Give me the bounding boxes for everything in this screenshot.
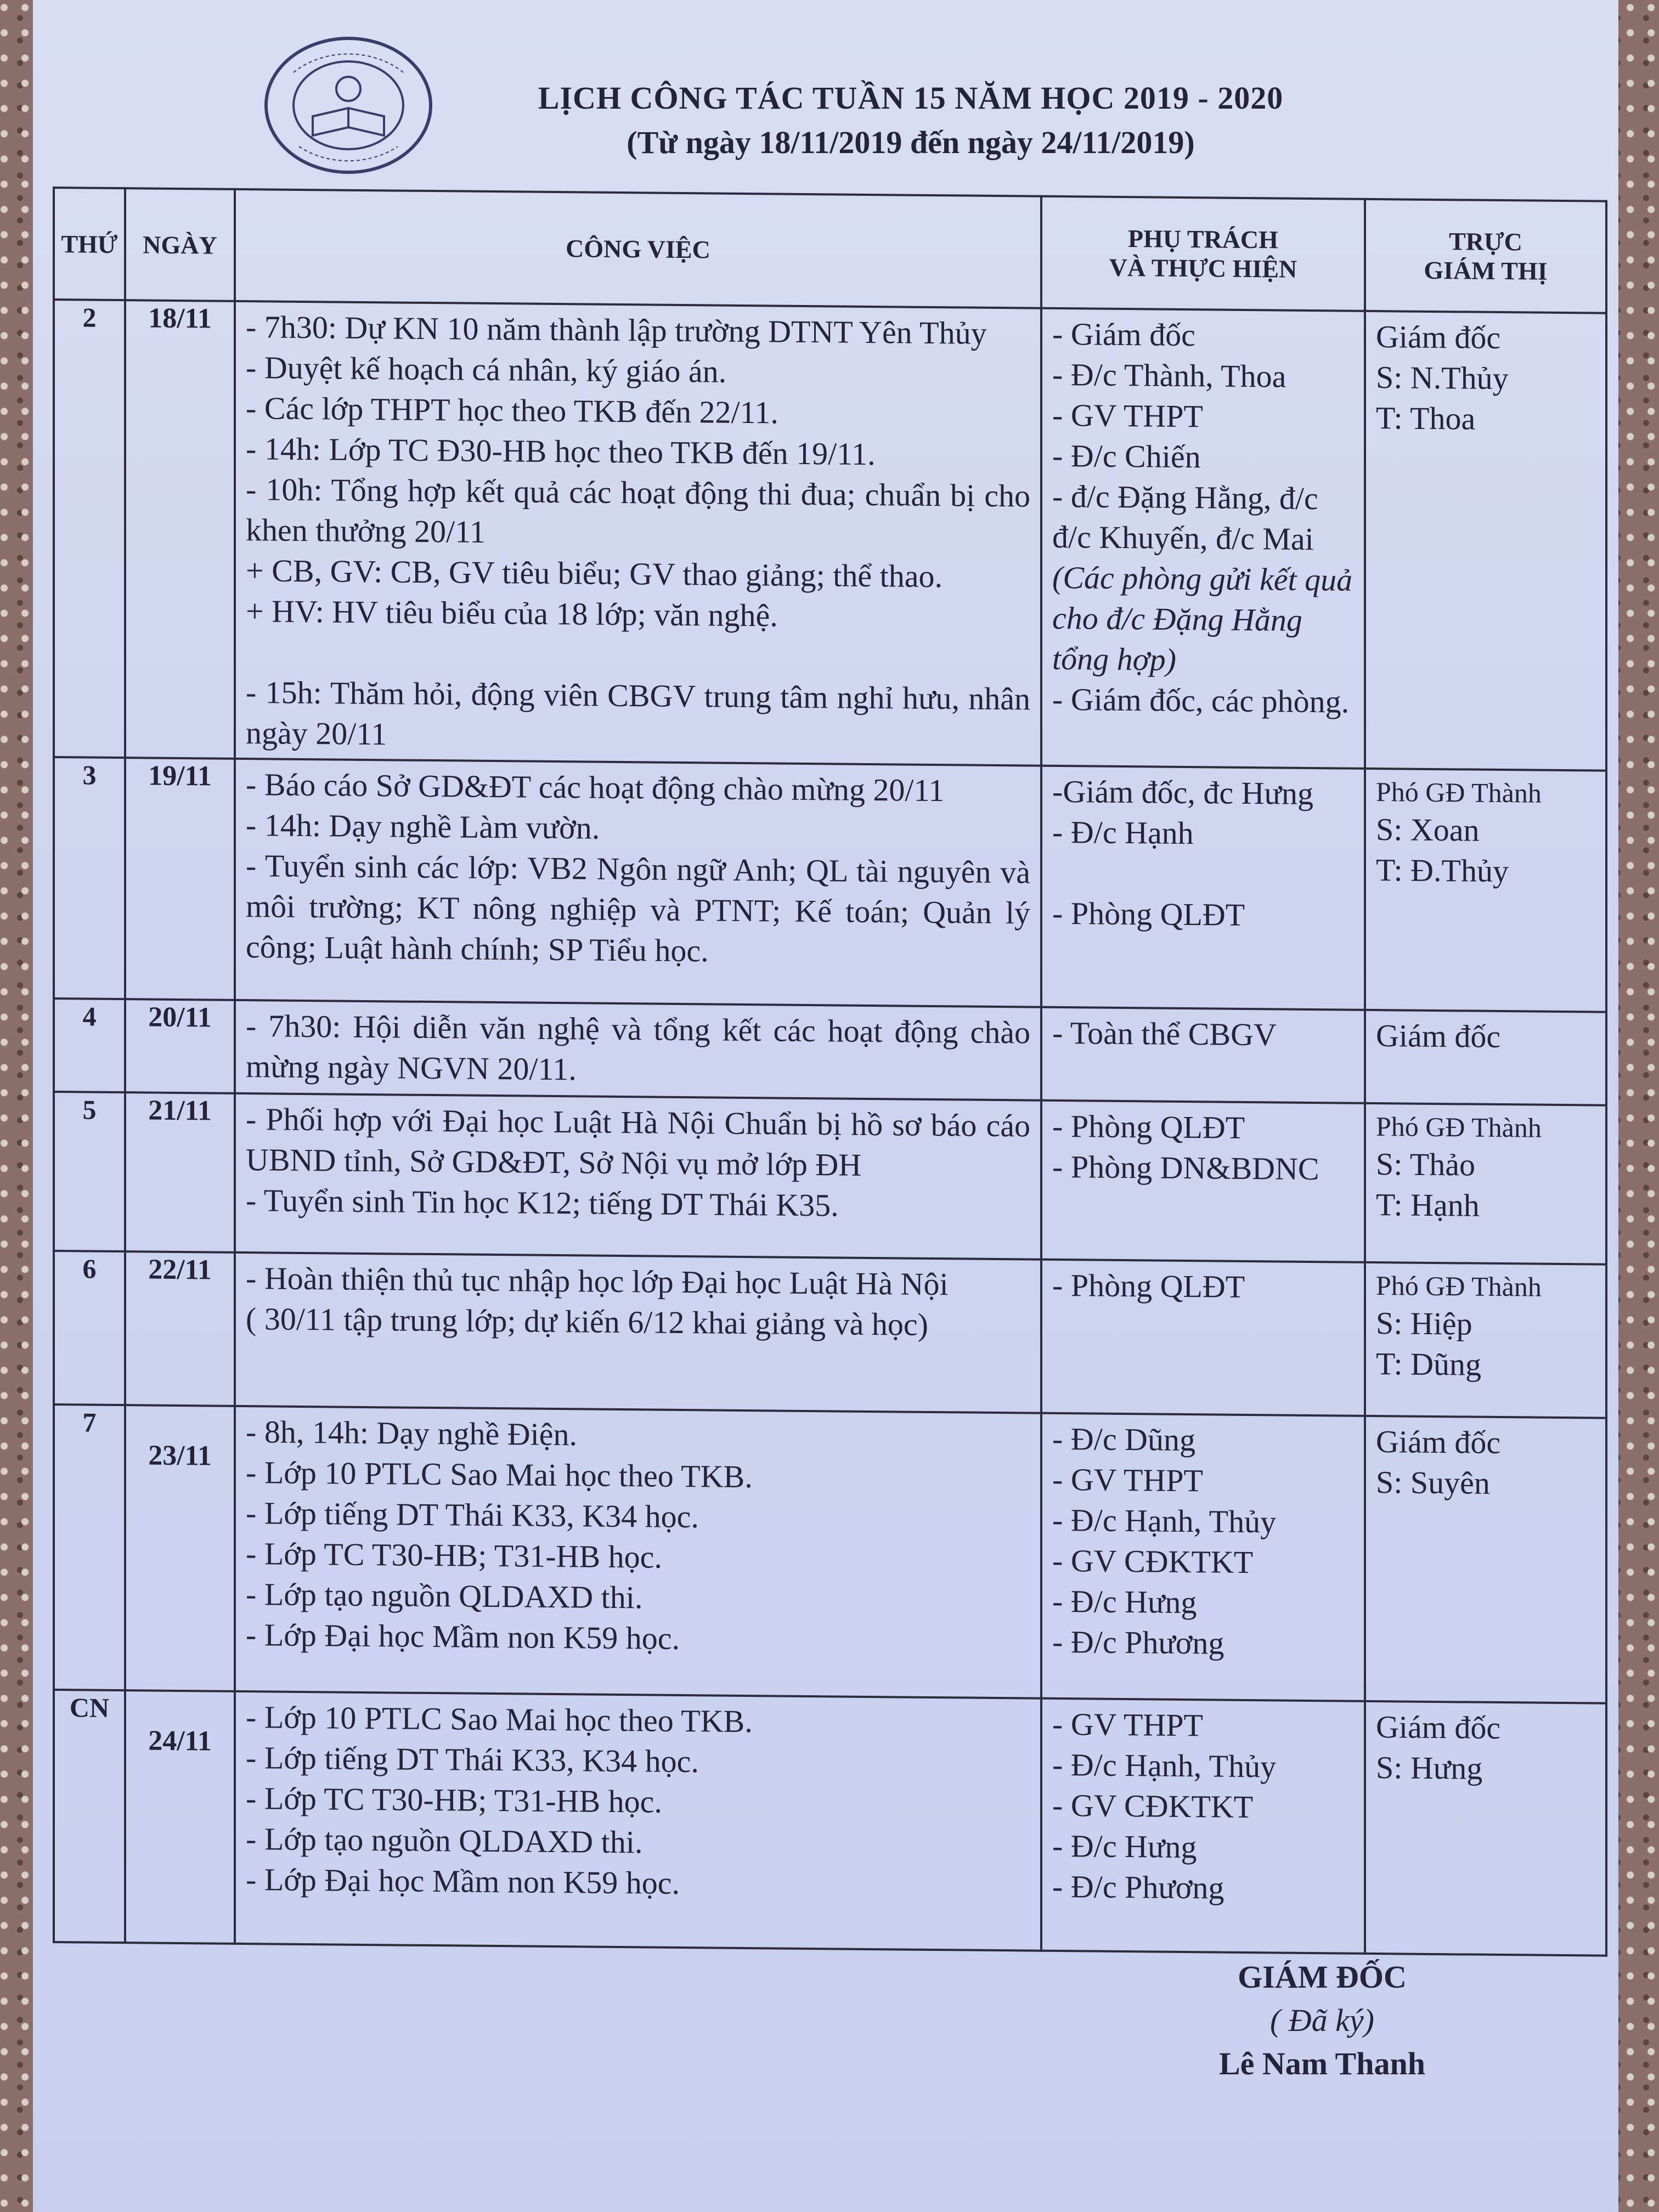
cell-line: - Phòng QLĐT [1052, 895, 1245, 933]
table-row [54, 1690, 1606, 1956]
column-header-truc-line2: GIÁM THỊ [1424, 256, 1548, 285]
table-row [54, 998, 1606, 1105]
duty-cell [1365, 1701, 1606, 1956]
cell-line: Giám đốc [1376, 1709, 1501, 1746]
date: 23/11 [125, 1405, 235, 1691]
date: 19/11 [125, 758, 235, 1000]
duty-cell [1365, 769, 1606, 1012]
day-of-week: 7 [54, 1404, 125, 1690]
tasks-cell [235, 1093, 1041, 1260]
cell-line: Giám đốc [1376, 319, 1501, 356]
cell-line: - Tuyển sinh các lớp: VB2 Ngôn ngữ Anh; QL tài nguyên và môi trường; KT nông nghiệp và PTNT; Kế toán; Quản lý công; Luật hành chính; SP Tiểu học. [246, 848, 1030, 969]
cell-line: Giám đốc [1376, 1424, 1501, 1461]
signer-name: Lê Nam Thanh [1218, 2046, 1426, 2081]
tasks-cell [235, 1000, 1041, 1101]
duty-cell [1365, 1010, 1606, 1105]
responsible-cell [1041, 1007, 1365, 1103]
cell-line: Phó GĐ Thành [1376, 776, 1542, 809]
table-row [54, 1404, 1606, 1703]
cell-line: (Các phòng gửi kết quả cho đ/c Đặng Hằng tổng hợp) [1052, 559, 1353, 678]
cell-line: - 8h, 14h: Dạy nghề Điện. [246, 1414, 578, 1453]
cell-line: + HV: HV tiêu biểu của 18 lớp; văn nghệ. [246, 593, 778, 634]
cell-line: - Phòng QLĐT [1052, 1108, 1245, 1146]
cell-line: - đ/c Đặng Hằng, đ/c đ/c Khuyến, đ/c Mai [1052, 478, 1318, 557]
cell-line: - 14h: Lớp TC Đ30-HB học theo TKB đến 19/11. [246, 431, 876, 472]
title-block [362, 80, 1459, 161]
cell-line: Phó GĐ Thành [1376, 1270, 1542, 1302]
cell-line: - Tuyển sinh Tin học K12; tiếng DT Thái K35. [246, 1182, 839, 1223]
cell-line: - Duyệt kế hoạch cá nhân, ký giáo án. [246, 349, 727, 390]
cell-line [1052, 853, 1354, 896]
table-row [54, 1092, 1606, 1265]
date: 22/11 [125, 1251, 235, 1406]
cell-line: - Giám đốc [1052, 315, 1195, 353]
cell-line: - Đ/c Hưng [1052, 1827, 1197, 1865]
date: 24/11 [125, 1690, 235, 1944]
cell-line: T: Đ.Thủy [1376, 852, 1509, 889]
cell-line: - 7h30: Dự KN 10 năm thành lập trường DTNT Yên Thủy [246, 309, 987, 351]
cell-line: - GV THPT [1052, 397, 1203, 435]
cell-line: - Đ/c Phương [1052, 1868, 1224, 1906]
document-title: LỊCH CÔNG TÁC TUẦN 15 NĂM HỌC 2019 - 2020 [538, 80, 1284, 116]
cell-line: - 10h: Tổng hợp kết quả các hoạt động thi đua; chuẩn bị cho khen thưởng 20/11 [246, 471, 1030, 550]
responsible-cell [1041, 308, 1365, 769]
document-page [33, 0, 1618, 2212]
day-of-week: 5 [54, 1092, 125, 1251]
cell-line: - Đ/c Hạnh, Thủy [1052, 1502, 1277, 1540]
tasks-cell [235, 1252, 1041, 1413]
cell-line: - GV CĐKTKT [1052, 1542, 1254, 1581]
cell-line: - Đ/c Hạnh [1052, 814, 1194, 851]
column-header-truc [1365, 199, 1606, 313]
cell-line: - Giám đốc, các phòng. [1052, 681, 1350, 720]
cell-line: -Giám đốc, đc Hưng [1052, 773, 1313, 812]
tasks-cell [235, 759, 1041, 1007]
cell-line: - Lớp tiếng DT Thái K33, K34 học. [246, 1740, 699, 1780]
cell-line: S: Xoan [1376, 811, 1480, 848]
cell-line: - Đ/c Dũng [1052, 1420, 1195, 1458]
cell-line: - Báo cáo Sở GD&ĐT các hoạt động chào mừng 20/11 [246, 766, 945, 809]
cell-line: T: Dũng [1376, 1346, 1482, 1383]
cell-line: - Đ/c Chiến [1052, 437, 1201, 475]
cell-line: - Đ/c Hạnh, Thủy [1052, 1746, 1277, 1785]
day-of-week: 6 [54, 1251, 125, 1405]
day-of-week: CN [54, 1690, 125, 1943]
day-of-week: 2 [54, 300, 125, 758]
column-header-cong-viec: CÔNG VIỆC [235, 189, 1041, 308]
column-header-phu-trach [1041, 196, 1365, 311]
date: 20/11 [125, 999, 235, 1093]
day-of-week: 4 [54, 998, 125, 1092]
column-header-phu-trach-line1: PHỤ TRÁCH [1128, 224, 1278, 254]
signed-note: ( Đã ký) [1269, 2002, 1374, 2038]
date: 18/11 [125, 300, 235, 759]
signature-block [1158, 1959, 1487, 2082]
column-header-truc-line1: TRỰC [1449, 227, 1522, 256]
table-header-row [54, 188, 1606, 313]
cell-line: - GV THPT [1052, 1461, 1203, 1499]
cell-line: - Đ/c Hưng [1052, 1583, 1197, 1621]
cell-line: - 14h: Dạy nghề Làm vườn. [246, 807, 600, 846]
tasks-cell [235, 1691, 1041, 1951]
column-header-ngay: NGÀY [125, 188, 235, 301]
schedule-table [53, 187, 1607, 1957]
responsible-cell [1041, 1101, 1365, 1262]
cell-line: - Đ/c Phương [1052, 1623, 1224, 1661]
cell-line: S: Suyên [1376, 1464, 1490, 1501]
column-header-thu: THỨ [54, 188, 125, 300]
cell-line: - Phòng QLĐT [1052, 1267, 1245, 1305]
schedule-body [54, 300, 1606, 1956]
table-row [54, 300, 1606, 771]
cell-line: - Lớp 10 PTLC Sao Mai học theo TKB. [246, 1454, 753, 1495]
table-row [54, 757, 1606, 1012]
cell-line: - Lớp tạo nguồn QLDAXD thi. [246, 1576, 643, 1616]
duty-cell [1365, 311, 1606, 771]
cell-line: T: Hạnh [1376, 1187, 1480, 1223]
cell-line: ( 30/11 tập trung lớp; dự kiến 6/12 khai giảng và học) [246, 1301, 928, 1342]
cell-line: - Lớp TC T30-HB; T31-HB học. [246, 1780, 662, 1820]
table-row [54, 1251, 1606, 1418]
cell-line: - 15h: Thăm hỏi, động viên CBGV trung tâm nghỉ hưu, nhân ngày 20/11 [246, 674, 1030, 752]
cell-line: - Lớp 10 PTLC Sao Mai học theo TKB. [246, 1699, 753, 1740]
cell-line: - Các lớp THPT học theo TKB đến 22/11. [246, 390, 778, 431]
cell-line: S: Hiệp [1376, 1305, 1472, 1342]
cell-line: - GV CĐKTKT [1052, 1787, 1254, 1825]
cell-line: T: Thoa [1376, 400, 1476, 437]
column-header-phu-trach-line2: VÀ THỰC HIỆN [1109, 253, 1297, 283]
day-of-week: 3 [54, 757, 125, 999]
duty-cell [1365, 1416, 1606, 1703]
cell-line: - Phòng DN&BDNC [1052, 1148, 1319, 1187]
cell-line: - Đ/c Thành, Thoa [1052, 356, 1286, 394]
responsible-cell [1041, 1260, 1365, 1416]
duty-cell [1365, 1103, 1606, 1265]
cell-line [246, 631, 1030, 679]
tasks-cell [235, 1406, 1041, 1699]
cell-line: - Phối hợp với Đại học Luật Hà Nội Chuẩn bị hồ sơ báo cáo UBND tỉnh, Sở GD&ĐT, Sở Nội vụ mở lớp ĐH [246, 1101, 1030, 1183]
cell-line: - GV THPT [1052, 1706, 1203, 1743]
document-date-range: (Từ ngày 18/11/2019 đến ngày 24/11/2019) [627, 125, 1195, 160]
cell-line: - Lớp tiếng DT Thái K33, K34 học. [246, 1495, 699, 1535]
tasks-cell [235, 301, 1041, 766]
duty-cell [1365, 1262, 1606, 1418]
responsible-cell [1041, 766, 1365, 1010]
signer-title: GIÁM ĐỐC [1238, 1959, 1407, 1995]
cell-line: + CB, GV: CB, GV tiêu biểu; GV thao giảng; thể thao. [246, 552, 943, 595]
cell-line: - Toàn thể CBGV [1052, 1014, 1277, 1053]
cell-line: S: Thảo [1376, 1146, 1475, 1183]
cell-line: - Lớp TC T30-HB; T31-HB học. [246, 1536, 662, 1575]
responsible-cell [1041, 1699, 1365, 1954]
responsible-cell [1041, 1413, 1365, 1701]
cell-line: - Lớp Đại học Mầm non K59 học. [246, 1617, 680, 1656]
cell-line: Giám đốc [1376, 1018, 1501, 1055]
cell-line: - Lớp Đại học Mầm non K59 học. [246, 1861, 680, 1901]
cell-line: Phó GĐ Thành [1376, 1111, 1542, 1143]
date: 21/11 [125, 1092, 235, 1252]
cell-line: - 7h30: Hội diễn văn nghệ và tổng kết các hoạt động chào mừng ngày NGVN 20/11. [246, 1008, 1030, 1087]
cell-line: S: N.Thủy [1376, 359, 1509, 397]
cell-line: - Hoàn thiện thủ tục nhập học lớp Đại học Luật Hà Nội [246, 1260, 949, 1302]
cell-line: S: Hưng [1376, 1750, 1483, 1786]
cell-line: - Lớp tạo nguồn QLDAXD thi. [246, 1821, 643, 1860]
